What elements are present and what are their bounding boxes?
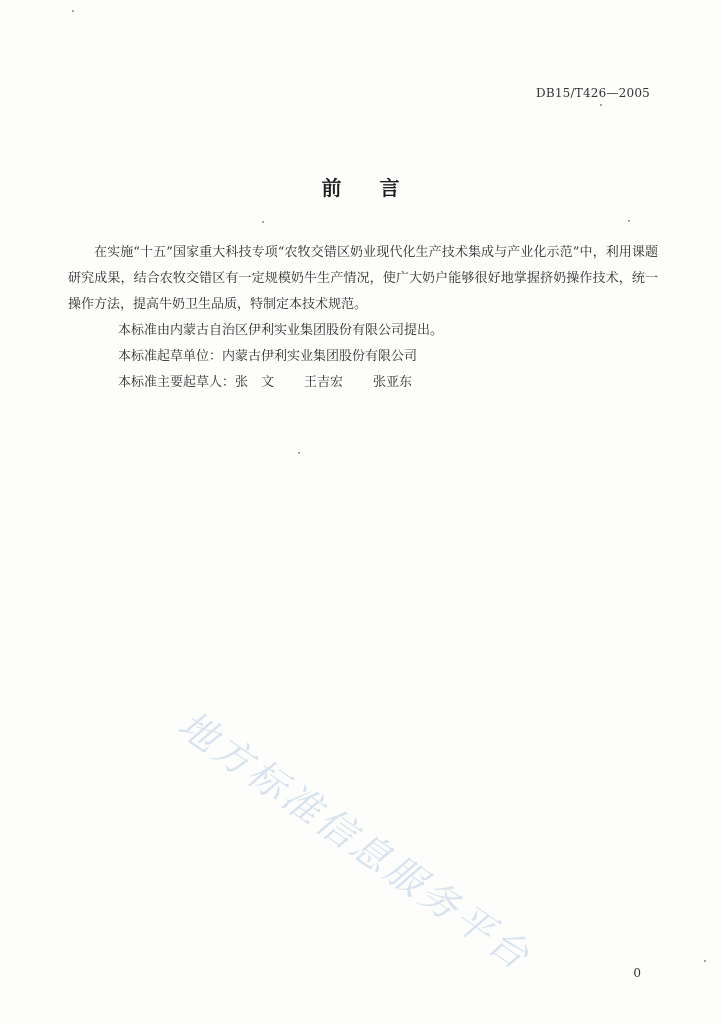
scan-speck (262, 221, 264, 223)
scan-speck (298, 452, 300, 454)
watermark: 地方标准信息服务平台 (170, 702, 540, 980)
drafter-name: 王吉宏 (304, 375, 344, 390)
intro-paragraph: 在实施“十五”国家重大科技专项“农牧交错区奶业现代化生产技术集成与产业化示范”中，利用课题研究成果，结合农牧交错区有一定规模奶牛生产情况，使广大奶户能够很好地掌握挤奶操作技术，统一操作方法，提高牛奶卫生品质，特制定本技术规范。 (68, 245, 658, 312)
scan-speck (628, 220, 630, 222)
drafter-name: 张 文 (235, 375, 275, 390)
drafting-unit-line: 本标准起草单位：内蒙古伊利实业集团股份有限公司 (118, 349, 418, 364)
page-title: 前言 (321, 176, 438, 200)
scan-speck (600, 104, 602, 106)
scan-speck (72, 10, 74, 12)
drafter-name: 张亚东 (373, 375, 413, 390)
main-drafters-label: 本标准主要起草人： (118, 375, 236, 390)
main-drafters-line (68, 370, 658, 396)
scan-speck (704, 960, 706, 962)
proposed-by-line: 本标准由内蒙古自治区伊利实业集团股份有限公司提出。 (118, 323, 444, 338)
standard-code: DB15/T426—2005 (536, 86, 650, 100)
body-text (68, 240, 658, 396)
page-number: 0 (633, 966, 641, 980)
